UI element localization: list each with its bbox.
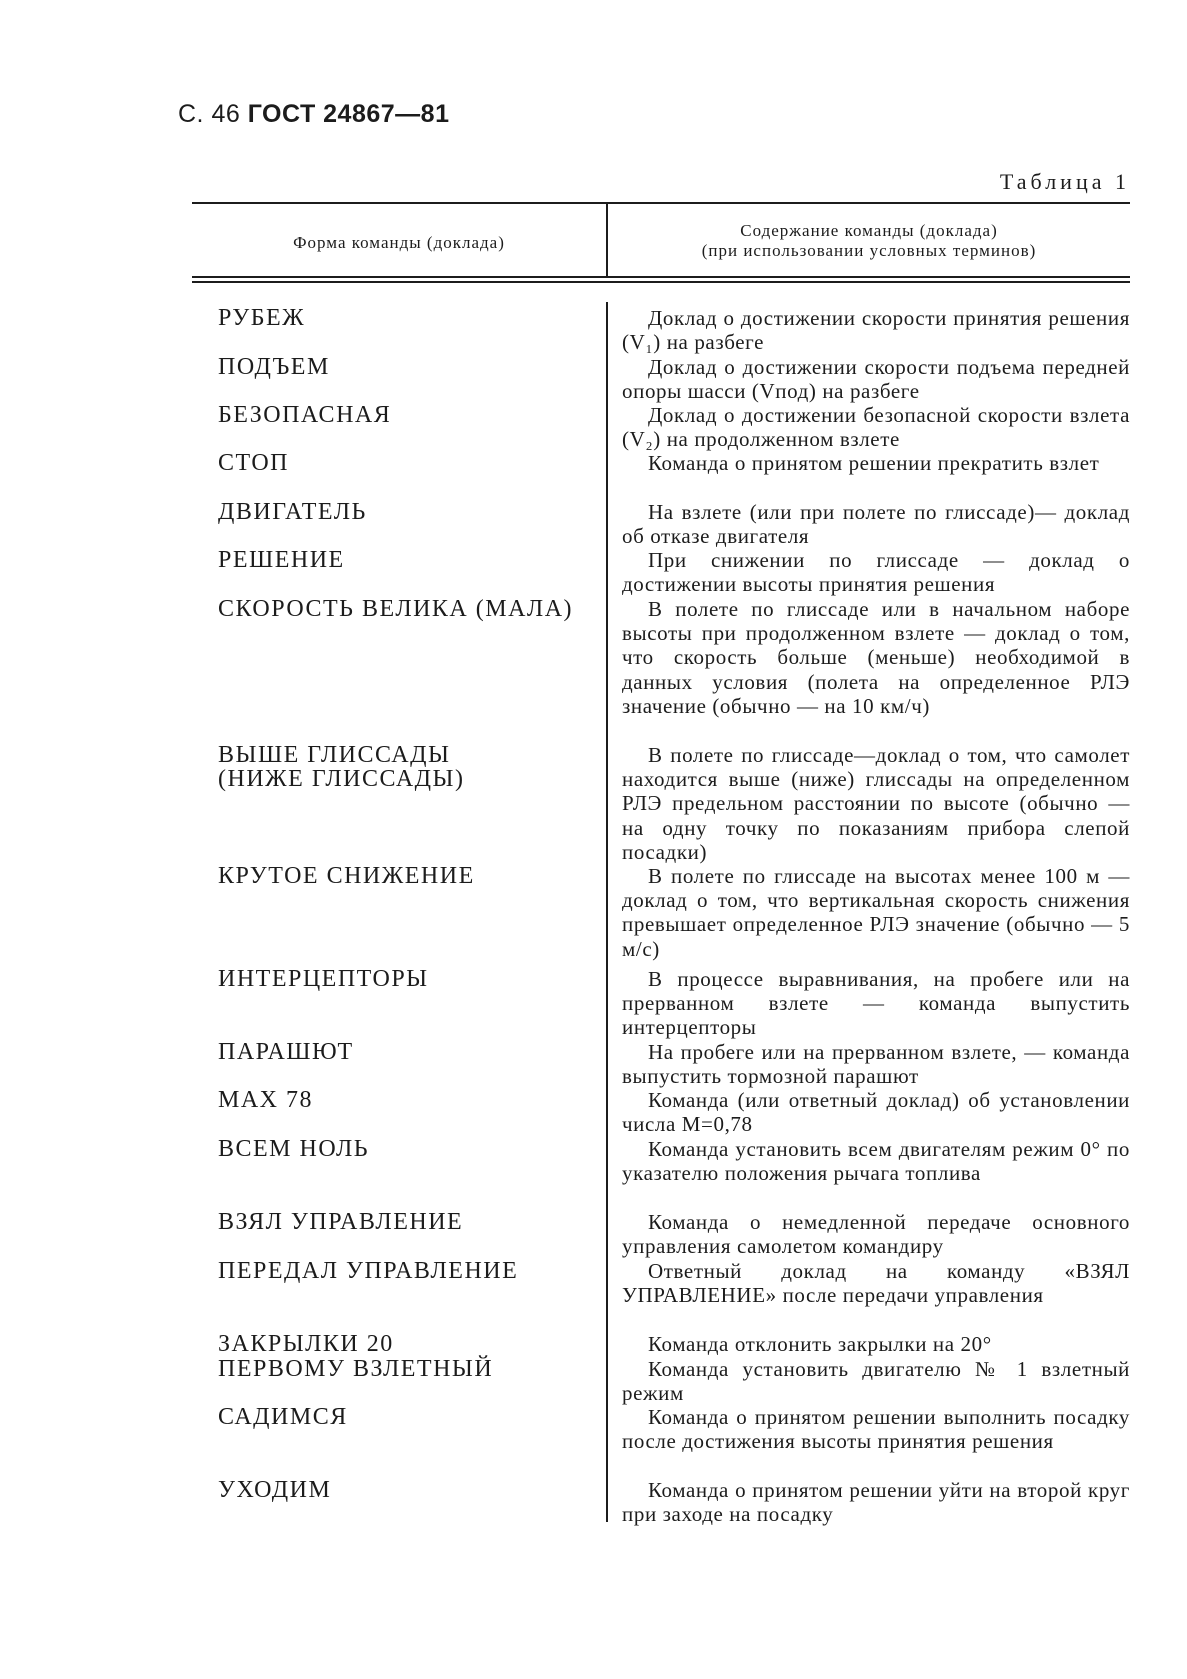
command-description: На взлете (или при полете по глиссаде)— доклад об отказе двигателя xyxy=(622,500,1130,549)
command-description: Команда установить всем двигателям режим 0° по указателю положения рычага топлива xyxy=(622,1137,1130,1186)
column-header-content-line2: (при использовании условных терминов) xyxy=(701,241,1037,260)
command-description: Команда о принятом решении прекратить взлет xyxy=(648,451,1100,475)
command-description: Доклад о достижении скорости подъема передней опоры шасси (Vпод) на разбеге xyxy=(622,355,1130,404)
table-top-rule xyxy=(192,202,1130,204)
command-description: Ответный доклад на команду «ВЗЯЛ УПРАВЛЕНИЕ» после передачи управления xyxy=(622,1259,1130,1308)
command-description: Команда о принятом решении выполнить посадку после достижения высоты принятия решения xyxy=(622,1405,1130,1454)
column-header-command-form: Форма команды (доклада) xyxy=(293,233,505,252)
command-name: СТОП xyxy=(218,450,290,476)
header-double-rule-lower xyxy=(192,281,1130,283)
command-description: Доклад о достижении скорости принятия решения (V₁) на разбеге xyxy=(622,306,1130,355)
command-name: ПЕРЕДАЛ УПРАВЛЕНИЕ xyxy=(218,1258,519,1284)
command-description: Команда отклонить закрылки на 20° xyxy=(648,1332,992,1356)
command-description: Команда о принятом решении уйти на второй круг при заходе на посадку xyxy=(622,1478,1130,1527)
command-name: БЕЗОПАСНАЯ xyxy=(218,402,392,428)
command-name: РЕШЕНИЕ xyxy=(218,547,345,573)
command-name: ДВИГАТЕЛЬ xyxy=(218,499,367,525)
command-description: Команда (или ответный доклад) об установлении числа M=0,78 xyxy=(622,1088,1130,1137)
header-double-rule-upper xyxy=(192,276,1130,278)
command-name: ВЗЯЛ УПРАВЛЕНИЕ xyxy=(218,1209,464,1235)
command-name: ЗАКРЫЛКИ 20 xyxy=(218,1331,394,1357)
command-description: В полете по глиссаде—доклад о том, что самолет находится выше (ниже) глиссады на определенном РЛЭ предельном расстоянии по высоте (обычно — на одну точку по показаниям прибора слепой посадки) xyxy=(622,743,1130,864)
command-name: ПЕРВОМУ ВЗЛЕТНЫЙ xyxy=(218,1356,494,1382)
standard-code: ГОСТ 24867—81 xyxy=(247,100,450,128)
command-description: Доклад о достижении безопасной скорости взлета (V₂) на продолженном взлете xyxy=(622,403,1130,452)
page-number: С. 46 xyxy=(178,100,241,128)
command-name-line2: (НИЖЕ ГЛИССАДЫ) xyxy=(218,766,465,792)
command-description: В полете по глиссаде на высотах менее 100 м — доклад о том, что вертикальная скорость снижения превышает определенное РЛЭ значение (обычно — 5 м/с) xyxy=(622,864,1130,961)
command-name: СКОРОСТЬ ВЕЛИКА (МАЛА) xyxy=(218,596,574,622)
command-name: ПАРАШЮТ xyxy=(218,1039,354,1065)
column-header-content-line1: Содержание команды (доклада) xyxy=(740,221,998,240)
page-header xyxy=(178,100,449,129)
command-name: РУБЕЖ xyxy=(218,305,306,331)
command-name-line1: ВЫШЕ ГЛИССАДЫ xyxy=(218,742,451,768)
command-name: КРУТОЕ СНИЖЕНИЕ xyxy=(218,863,475,889)
command-description: На пробеге или на прерванном взлете, — команда выпустить тормозной парашют xyxy=(622,1040,1130,1089)
command-name: САДИМСЯ xyxy=(218,1404,348,1430)
command-description: Команда о немедленной передаче основного управления самолетом командиру xyxy=(622,1210,1130,1259)
command-name: УХОДИМ xyxy=(218,1477,332,1503)
command-description: При снижении по глиссаде — доклад о достижении высоты принятия решения xyxy=(622,548,1130,597)
command-description: В процессе выравнивания, на пробеге или на прерванном взлете — команда выпустить интерцепторы xyxy=(622,967,1130,1040)
command-name xyxy=(218,743,606,791)
command-name: ИНТЕРЦЕПТОРЫ xyxy=(218,966,429,992)
body-column-divider xyxy=(606,302,608,1522)
command-name: МАХ 78 xyxy=(218,1087,314,1113)
command-name: ВСЕМ НОЛЬ xyxy=(218,1136,370,1162)
command-description: В полете по глиссаде или в начальном наборе высоты при продолженном взлете — доклад о том, что скорость больше (меньше) необходимой в данных условия (полета на определенное РЛЭ значение (обычно — на 10 км/ч) xyxy=(622,597,1130,718)
column-header-command-content xyxy=(608,221,1130,261)
command-description: Команда установить двигателю № 1 взлетный режим xyxy=(622,1357,1130,1406)
command-name: ПОДЪЕМ xyxy=(218,354,330,380)
table-title: Таблица 1 xyxy=(999,169,1130,194)
